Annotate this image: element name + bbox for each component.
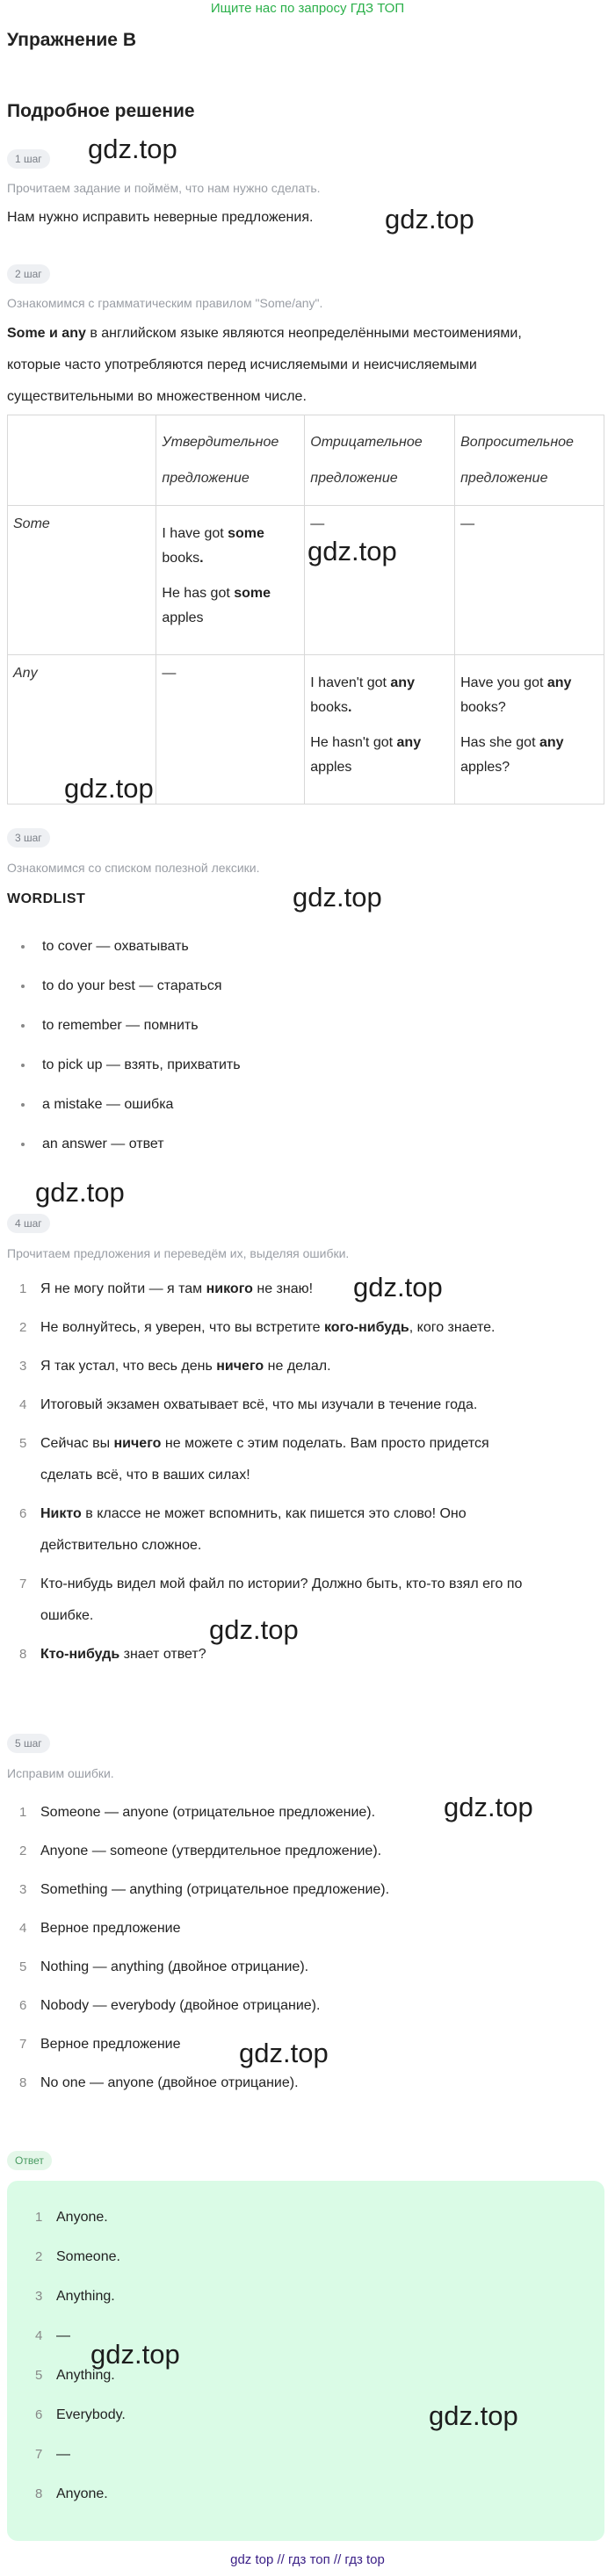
watermark: gdz.top (88, 133, 177, 164)
footer-links[interactable]: gdz top // гдз топ // гдз top (230, 2552, 385, 2567)
item-number: 1 (19, 1805, 27, 1820)
watermark: gdz.top (293, 882, 382, 913)
step-4-hint: Прочитаем предложения и переведём их, выделяя ошибки. (7, 1246, 350, 1260)
list-item: 7 Кто-нибудь видел мой файл по истории? Должно быть, кто-то взял его по ошибке. (7, 1569, 613, 1632)
step-2-hint: Ознакомимся с грамматическим правилом "Some/any". (7, 296, 323, 310)
step-1-text: Нам нужно исправить неверные предложения. (7, 210, 314, 225)
step-1-badge: 1 шаг (7, 149, 50, 169)
answer-item: 5 Anything. (23, 2360, 585, 2392)
answer-item: 3 Anything. (23, 2281, 585, 2313)
item-number: 1 (35, 2210, 43, 2225)
table-header-negative: Отрицательное предложение (305, 415, 455, 506)
table-cell: I haven't got any books. He hasn't got any apples (305, 655, 455, 805)
sentences-list (7, 1274, 613, 1678)
page-title: Упражнение B (7, 30, 136, 50)
step-5-badge: 5 шаг (7, 1734, 50, 1753)
table-cell: — (156, 655, 305, 805)
list-item: 4 Верное предложение (7, 1913, 613, 1945)
watermark: gdz.top (308, 536, 397, 566)
list-item: 1 Я не могу пойти — я там никого не знаю! (7, 1274, 613, 1305)
list-item: 2 Не волнуйтесь, я уверен, что вы встретите кого-нибудь, кого знаете. (7, 1312, 613, 1344)
answer-item: 2 Someone. (23, 2241, 585, 2273)
wordlist-item: to do your best — стараться (7, 966, 604, 1006)
answer-item: 6 Everybody. (23, 2399, 585, 2431)
item-number: 7 (19, 1577, 27, 1591)
item-number: 7 (35, 2447, 43, 2462)
item-number: 5 (35, 2368, 43, 2383)
item-number: 2 (19, 1844, 27, 1858)
item-number: 2 (35, 2249, 43, 2264)
item-number: 3 (19, 1882, 27, 1897)
list-item: 8 No one — anyone (двойное отрицание). (7, 2067, 613, 2099)
answer-item: 1 Anyone. (23, 2202, 585, 2233)
section-title: Подробное решение (7, 101, 195, 121)
list-item: 3 Я так устал, что весь день ничего не делал. (7, 1351, 613, 1382)
step-2-badge: 2 шаг (7, 264, 50, 284)
item-number: 6 (35, 2407, 43, 2422)
table-cell: Have you got any books? Has she got any apples? (455, 655, 604, 805)
item-number: 4 (19, 1921, 27, 1936)
watermark: gdz.top (353, 1272, 443, 1302)
list-item: 6 Никто в классе не может вспомнить, как пишется это слово! Оно действительно сложное. (7, 1498, 613, 1562)
list-item: 4 Итоговый экзамен охватывает всё, что мы изучали в течение года. (7, 1389, 613, 1421)
watermark: gdz.top (429, 2400, 518, 2431)
wordlist-item: to remember — помнить (7, 1006, 604, 1045)
answer-badge: Ответ (7, 2151, 52, 2170)
watermark: gdz.top (239, 2038, 329, 2068)
wordlist-item: to pick up — взять, прихватить (7, 1045, 604, 1085)
list-item: 1 Someone — anyone (отрицательное предложение). (7, 1797, 613, 1829)
step-3-hint: Ознакомимся со списком полезной лексики. (7, 861, 260, 875)
item-number: 4 (35, 2328, 43, 2343)
watermark: gdz.top (209, 1614, 299, 1645)
table-header-affirmative: Утвердительное предложение (156, 415, 305, 506)
list-item: 5 Nothing — anything (двойное отрицание). (7, 1952, 613, 1983)
watermark: gdz.top (35, 1177, 125, 1208)
list-item: 3 Something — anything (отрицательное предложение). (7, 1874, 613, 1906)
list-item: 5 Сейчас вы ничего не можете с этим поделать. Вам просто придется сделать всё, что в ваших силах! (7, 1428, 613, 1491)
step-5-hint: Исправим ошибки. (7, 1766, 114, 1780)
wordlist-item: to cover — охватывать (7, 927, 604, 966)
item-number: 1 (19, 1281, 27, 1296)
list-item: 6 Nobody — everybody (двойное отрицание). (7, 1990, 613, 2022)
watermark: gdz.top (90, 2339, 180, 2370)
watermark: gdz.top (64, 773, 154, 804)
table-header-row (8, 415, 604, 506)
watermark: gdz.top (385, 204, 474, 235)
table-header-question: Вопросительное предложение (455, 415, 604, 506)
wordlist-item: an answer — ответ (7, 1124, 604, 1164)
table-cell: I have got some books. He has got some apples (156, 506, 305, 655)
wordlist-item: a mistake — ошибка (7, 1085, 604, 1124)
step-1-hint: Прочитаем задание и поймём, что нам нужно сделать. (7, 181, 321, 195)
item-number: 4 (19, 1397, 27, 1412)
wordlist (7, 927, 604, 1164)
list-item: 2 Anyone — someone (утвердительное предложение). (7, 1836, 613, 1867)
item-number: 5 (19, 1436, 27, 1451)
item-number: 8 (19, 1647, 27, 1662)
top-search-link[interactable]: Ищите нас по запросу ГДЗ ТОП (210, 1, 405, 16)
list-item: 7 Верное предложение (7, 2029, 613, 2060)
answer-item: 4 — (23, 2320, 585, 2352)
item-number: 2 (19, 1320, 27, 1335)
watermark: gdz.top (444, 1792, 533, 1822)
step-3-badge: 3 шаг (7, 828, 50, 848)
item-number: 7 (19, 2037, 27, 2052)
item-number: 5 (19, 1959, 27, 1974)
answer-item: 8 Anyone. (23, 2479, 585, 2510)
item-number: 3 (35, 2289, 43, 2304)
wordlist-title: WORDLIST (7, 891, 86, 906)
answer-item: 7 — (23, 2439, 585, 2471)
list-item: 8 Кто-нибудь знает ответ? (7, 1639, 613, 1670)
item-number: 3 (19, 1359, 27, 1374)
item-number: 6 (19, 1998, 27, 2013)
grammar-table (7, 415, 604, 805)
grammar-rule: Some и any в английском языке являются неопределёнными местоимениями, которые часто употребляются перед исчисляемыми и неисчисляемыми существительными во множественном числе. (7, 326, 522, 404)
item-number: 8 (19, 2075, 27, 2090)
item-number: 8 (35, 2486, 43, 2501)
table-row-label: Any (8, 655, 156, 805)
item-number: 6 (19, 1506, 27, 1521)
table-cell: — (455, 506, 604, 655)
table-cell: — (305, 506, 455, 655)
table-row-some (8, 506, 604, 655)
step-4-badge: 4 шаг (7, 1214, 50, 1233)
table-header-empty (8, 415, 156, 506)
table-row-label: Some (8, 506, 156, 655)
